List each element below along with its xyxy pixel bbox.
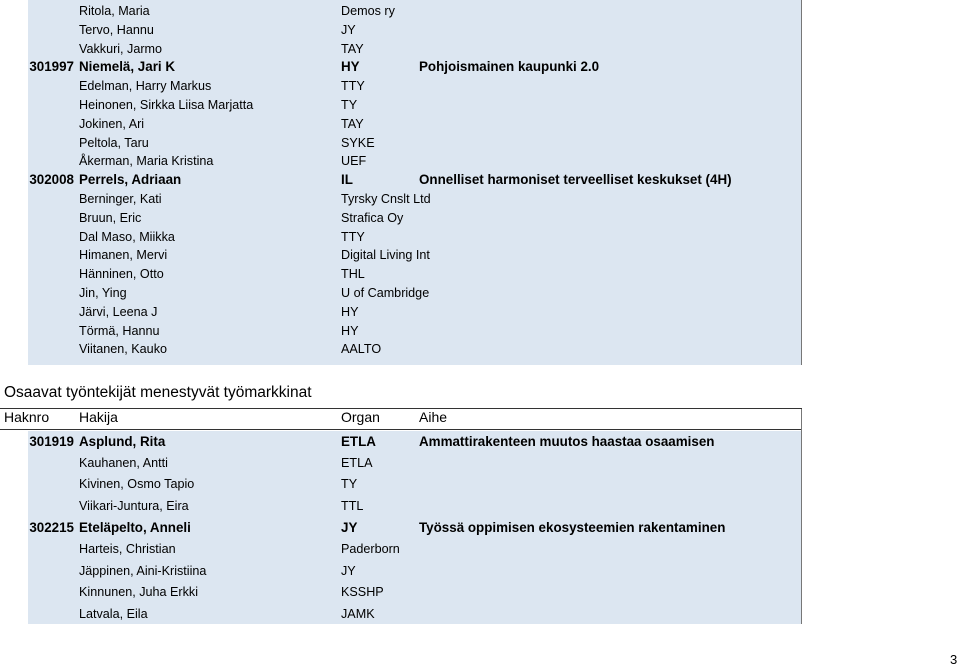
- organization: U of Cambridge: [341, 285, 430, 300]
- member-row: [0, 115, 960, 134]
- applicant-name: Hänninen, Otto: [79, 267, 164, 282]
- member-row: [0, 134, 960, 153]
- application-number: 302008: [29, 172, 74, 188]
- member-row: [0, 21, 960, 40]
- applicant-name: Himanen, Mervi: [79, 248, 168, 263]
- member-row: [0, 77, 960, 96]
- organization: HY: [341, 304, 359, 319]
- member-row: [0, 453, 960, 475]
- applicant-name: Asplund, Rita: [79, 434, 166, 449]
- applicant-name: Harteis, Christian: [79, 541, 176, 556]
- member-row: [0, 340, 960, 359]
- application-number: 302215: [29, 520, 74, 536]
- member-row: [0, 496, 960, 518]
- applicant-name: Heinonen, Sirkka Liisa Marjatta: [79, 97, 254, 112]
- member-row: [0, 474, 960, 496]
- applicant-name: Kinnunen, Juha Erkki: [79, 585, 199, 600]
- applicant-name: Niemelä, Jari K: [79, 59, 176, 75]
- member-row: [0, 152, 960, 171]
- applicant-name: Bruun, Eric: [79, 210, 142, 225]
- organization: JY: [341, 520, 358, 536]
- member-row: [0, 561, 960, 583]
- organization: TTL: [341, 498, 364, 513]
- applicant-name: Jokinen, Ari: [79, 116, 145, 131]
- organization: Strafica Oy: [341, 210, 404, 225]
- topic: Työssä oppimisen ekosysteemien rakentaminen: [419, 520, 726, 536]
- applicant-name: Törmä, Hannu: [79, 323, 160, 338]
- applicant-name: Vakkuri, Jarmo: [79, 41, 163, 56]
- topic: Pohjoismainen kaupunki 2.0: [419, 59, 600, 75]
- header-rule-top: [0, 408, 802, 409]
- applicant-name: Kauhanen, Antti: [79, 455, 168, 470]
- organization: HY: [341, 323, 359, 338]
- column-header-hakija: Hakija: [79, 409, 118, 425]
- member-row: [0, 228, 960, 247]
- member-row: [0, 322, 960, 341]
- lead-applicant-row: [0, 58, 960, 77]
- page-number: 3: [950, 652, 958, 667]
- organization: TY: [341, 477, 358, 492]
- applicant-name: Edelman, Harry Markus: [79, 79, 212, 94]
- application-number: 301997: [29, 59, 74, 75]
- applicant-name: Jäppinen, Aini-Kristiina: [79, 563, 207, 578]
- organization: JY: [341, 563, 356, 578]
- member-row: [0, 265, 960, 284]
- organization: IL: [341, 172, 353, 188]
- topic: Ammattirakenteen muutos haastaa osaamisen: [419, 434, 715, 449]
- lead-applicant-row: [0, 171, 960, 190]
- member-row: [0, 582, 960, 604]
- applicant-name: Perrels, Adriaan: [79, 172, 182, 188]
- organization: UEF: [341, 154, 367, 169]
- column-header-aihe: Aihe: [419, 409, 448, 425]
- member-row: [0, 539, 960, 561]
- organization: TY: [341, 97, 358, 112]
- organization: THL: [341, 267, 365, 282]
- application-number: 301919: [29, 434, 74, 449]
- organization: TTY: [341, 79, 365, 94]
- organization: HY: [341, 59, 360, 75]
- organization: JAMK: [341, 606, 375, 621]
- applicant-name: Latvala, Eila: [79, 606, 148, 621]
- section-title: Osaavat työntekijät menestyvät työmarkkinat: [4, 384, 312, 401]
- applicant-name: Tervo, Hannu: [79, 22, 154, 37]
- organization: Paderborn: [341, 541, 400, 556]
- applicant-name: Viitanen, Kauko: [79, 342, 167, 357]
- applicant-name: Viikari-Juntura, Eira: [79, 498, 189, 513]
- topic: Onnelliset harmoniset terveelliset keskukset (4H): [419, 172, 732, 188]
- applicant-name: Järvi, Leena J: [79, 304, 158, 319]
- applicant-name: Dal Maso, Miikka: [79, 229, 175, 244]
- member-row: [0, 604, 960, 626]
- applicant-table-2: [0, 431, 960, 625]
- organization: ETLA: [341, 434, 376, 449]
- organization: JY: [341, 22, 356, 37]
- applicant-name: Åkerman, Maria Kristina: [79, 154, 214, 169]
- member-row: [0, 284, 960, 303]
- applicant-name: Kivinen, Osmo Tapio: [79, 477, 195, 492]
- member-row: [0, 190, 960, 209]
- column-header-haknro: Haknro: [4, 409, 50, 425]
- organization: TAY: [341, 116, 364, 131]
- organization: SYKE: [341, 135, 375, 150]
- organization: KSSHP: [341, 585, 384, 600]
- applicant-name: Ritola, Maria: [79, 4, 150, 18]
- applicant-name: Berninger, Kati: [79, 191, 162, 206]
- lead-applicant-row: [0, 517, 960, 539]
- column-header-organ: Organ: [341, 409, 380, 425]
- member-row: [0, 303, 960, 322]
- organization: ETLA: [341, 455, 373, 470]
- applicant-name: Jin, Ying: [79, 285, 127, 300]
- organization: Tyrsky Cnslt Ltd: [341, 191, 431, 206]
- applicant-name: Eteläpelto, Anneli: [79, 520, 191, 536]
- member-row: [0, 96, 960, 115]
- member-row: [0, 209, 960, 228]
- organization: AALTO: [341, 342, 382, 357]
- member-row: [0, 246, 960, 265]
- organization: Demos ry: [341, 4, 395, 18]
- organization: Digital Living Int: [341, 248, 430, 263]
- organization: TAY: [341, 41, 364, 56]
- applicant-name: Peltola, Taru: [79, 135, 149, 150]
- member-row: [0, 2, 960, 21]
- applicant-table-1: [0, 2, 960, 359]
- lead-applicant-row: [0, 431, 960, 453]
- member-row: [0, 40, 960, 59]
- header-rule-bottom: [0, 429, 802, 430]
- organization: TTY: [341, 229, 365, 244]
